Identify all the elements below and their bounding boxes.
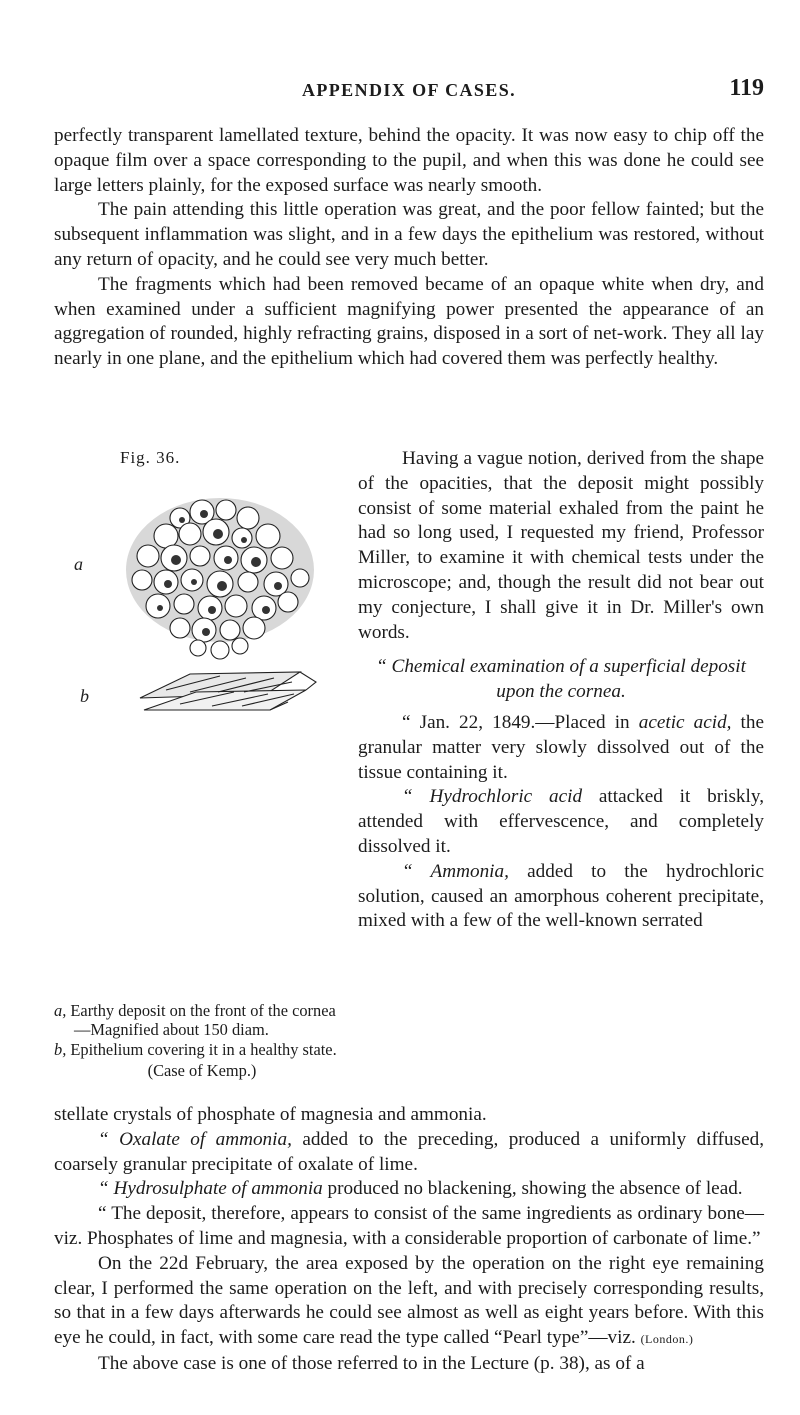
jan-acetic: acetic acid, xyxy=(638,711,732,733)
top-text xyxy=(54,124,764,372)
jan-paragraph xyxy=(358,711,764,785)
figure-letter-b: b xyxy=(80,686,89,706)
figure-legend xyxy=(54,1002,350,1082)
hydrosulphate-label: “ Hydrosulphate of ammonia xyxy=(98,1178,323,1200)
london-note: (London.) xyxy=(640,1332,694,1347)
bottom-text xyxy=(54,1103,764,1377)
oxalate-label: “ Oxalate of ammonia, xyxy=(98,1128,292,1150)
figure-label: Fig. 36. xyxy=(120,448,181,467)
hcl-label: “ Hydrochloric acid xyxy=(402,786,583,808)
figure-letter-a: a xyxy=(74,554,83,574)
february-text: On the 22d February, the area exposed by the operation on the right eye remaining clear, I performed the same operation on the left, and with precisely corresponding results, so that in a few days afterwards he could see almost as well as eight years before. With this eye he could, in fact, with some care read the type called “Pearl type”—viz. xyxy=(54,1252,764,1349)
legend-item-b xyxy=(54,1041,350,1060)
ammonia-rest: added to the hydrochloric solution, caused an amorphous coherent precipitate, mixed with a few of the well-known serrated xyxy=(358,860,764,932)
hcl-paragraph xyxy=(358,785,764,859)
legend-tag-a: a, xyxy=(54,1001,67,1020)
running-title: APPENDIX OF CASES. xyxy=(301,80,517,100)
oxalate-paragraph xyxy=(54,1128,764,1178)
legend-case: (Case of Kemp.) xyxy=(147,1060,257,1080)
february-paragraph xyxy=(54,1252,764,1352)
running-header xyxy=(54,75,764,114)
paragraph-3: The fragments which had been removed became of an opaque white when dry, and when examined under a sufficient magnifying power presented the appearance of an aggregation of rounded, highly refracting grains, disposed in a sort of net-work. They all lay nearly in one plane, and the epithelium which had covered them was perfectly healthy. xyxy=(54,273,764,370)
hcl-rest: attacked it briskly, attended with effervescence, and completely dissolved it. xyxy=(358,786,764,857)
ammonia-paragraph xyxy=(358,860,764,934)
legend-text-b: Epithelium covering it in a healthy state. xyxy=(70,1040,337,1060)
continuation-line: stellate crystals of phosphate of magnesia and ammonia. xyxy=(54,1104,487,1125)
section-heading: “ Chemical examination of a superficial deposit upon the cornea. xyxy=(376,656,746,703)
paragraph-1: perfectly transparent lamellated texture, behind the opacity. It was now easy to chip off the opaque film over a space corresponding to the pupil, and when this was done he could see large letters plainly, for the exposed surface was nearly smooth. xyxy=(54,125,764,196)
paragraph-2: The pain attending this little operation was great, and the poor fellow fainted; but the subsequent inflammation was slight, and in a few days the epithelium was restored, without any return of opacity, and he could see very much better. xyxy=(54,199,764,270)
hydrosulphate-rest: produced no blackening, showing the absence of lead. xyxy=(322,1178,743,1200)
legend-text-a: Earthy deposit on the front of the cornea—Magnified about 150 diam. xyxy=(70,1001,336,1039)
figure-illustration xyxy=(70,478,350,718)
right-column xyxy=(358,447,764,934)
deposit-paragraph: “ The deposit, therefore, appears to consist of the same ingredients as ordinary bone—viz. Phosphates of lime and magnesia, with a considerable proportion of carbonate of lime.” xyxy=(54,1203,764,1249)
jan-lead: “ Jan. 22, 1849.—Placed in xyxy=(402,711,639,733)
last-line: The above case is one of those referred to in the Lecture (p. 38), as of a xyxy=(98,1352,645,1374)
right-intro: Having a vague notion, derived from the shape of the opacities, that the deposit might possibly consist of some material exhaled from the paint he had so long used, I requested my friend, Professor Miller, to examine it with chemical tests under the microscope; and, though the result did not bear out my conjecture, I shall give it in Dr. Miller's own words. xyxy=(358,448,764,643)
legend-tag-b: b, xyxy=(54,1040,67,1060)
hydrosulphate-paragraph xyxy=(54,1177,764,1202)
legend-item-a xyxy=(54,1002,350,1039)
oxalate-rest: added to the preceding, produced a uniformly diffused, coarsely granular precipitate of oxalate of lime. xyxy=(54,1128,764,1175)
ammonia-label: “ Ammonia, xyxy=(402,860,509,882)
page-number: 119 xyxy=(729,75,764,101)
jan-rest: the granular matter very slowly dissolved out of the tissue containing it. xyxy=(358,711,764,783)
